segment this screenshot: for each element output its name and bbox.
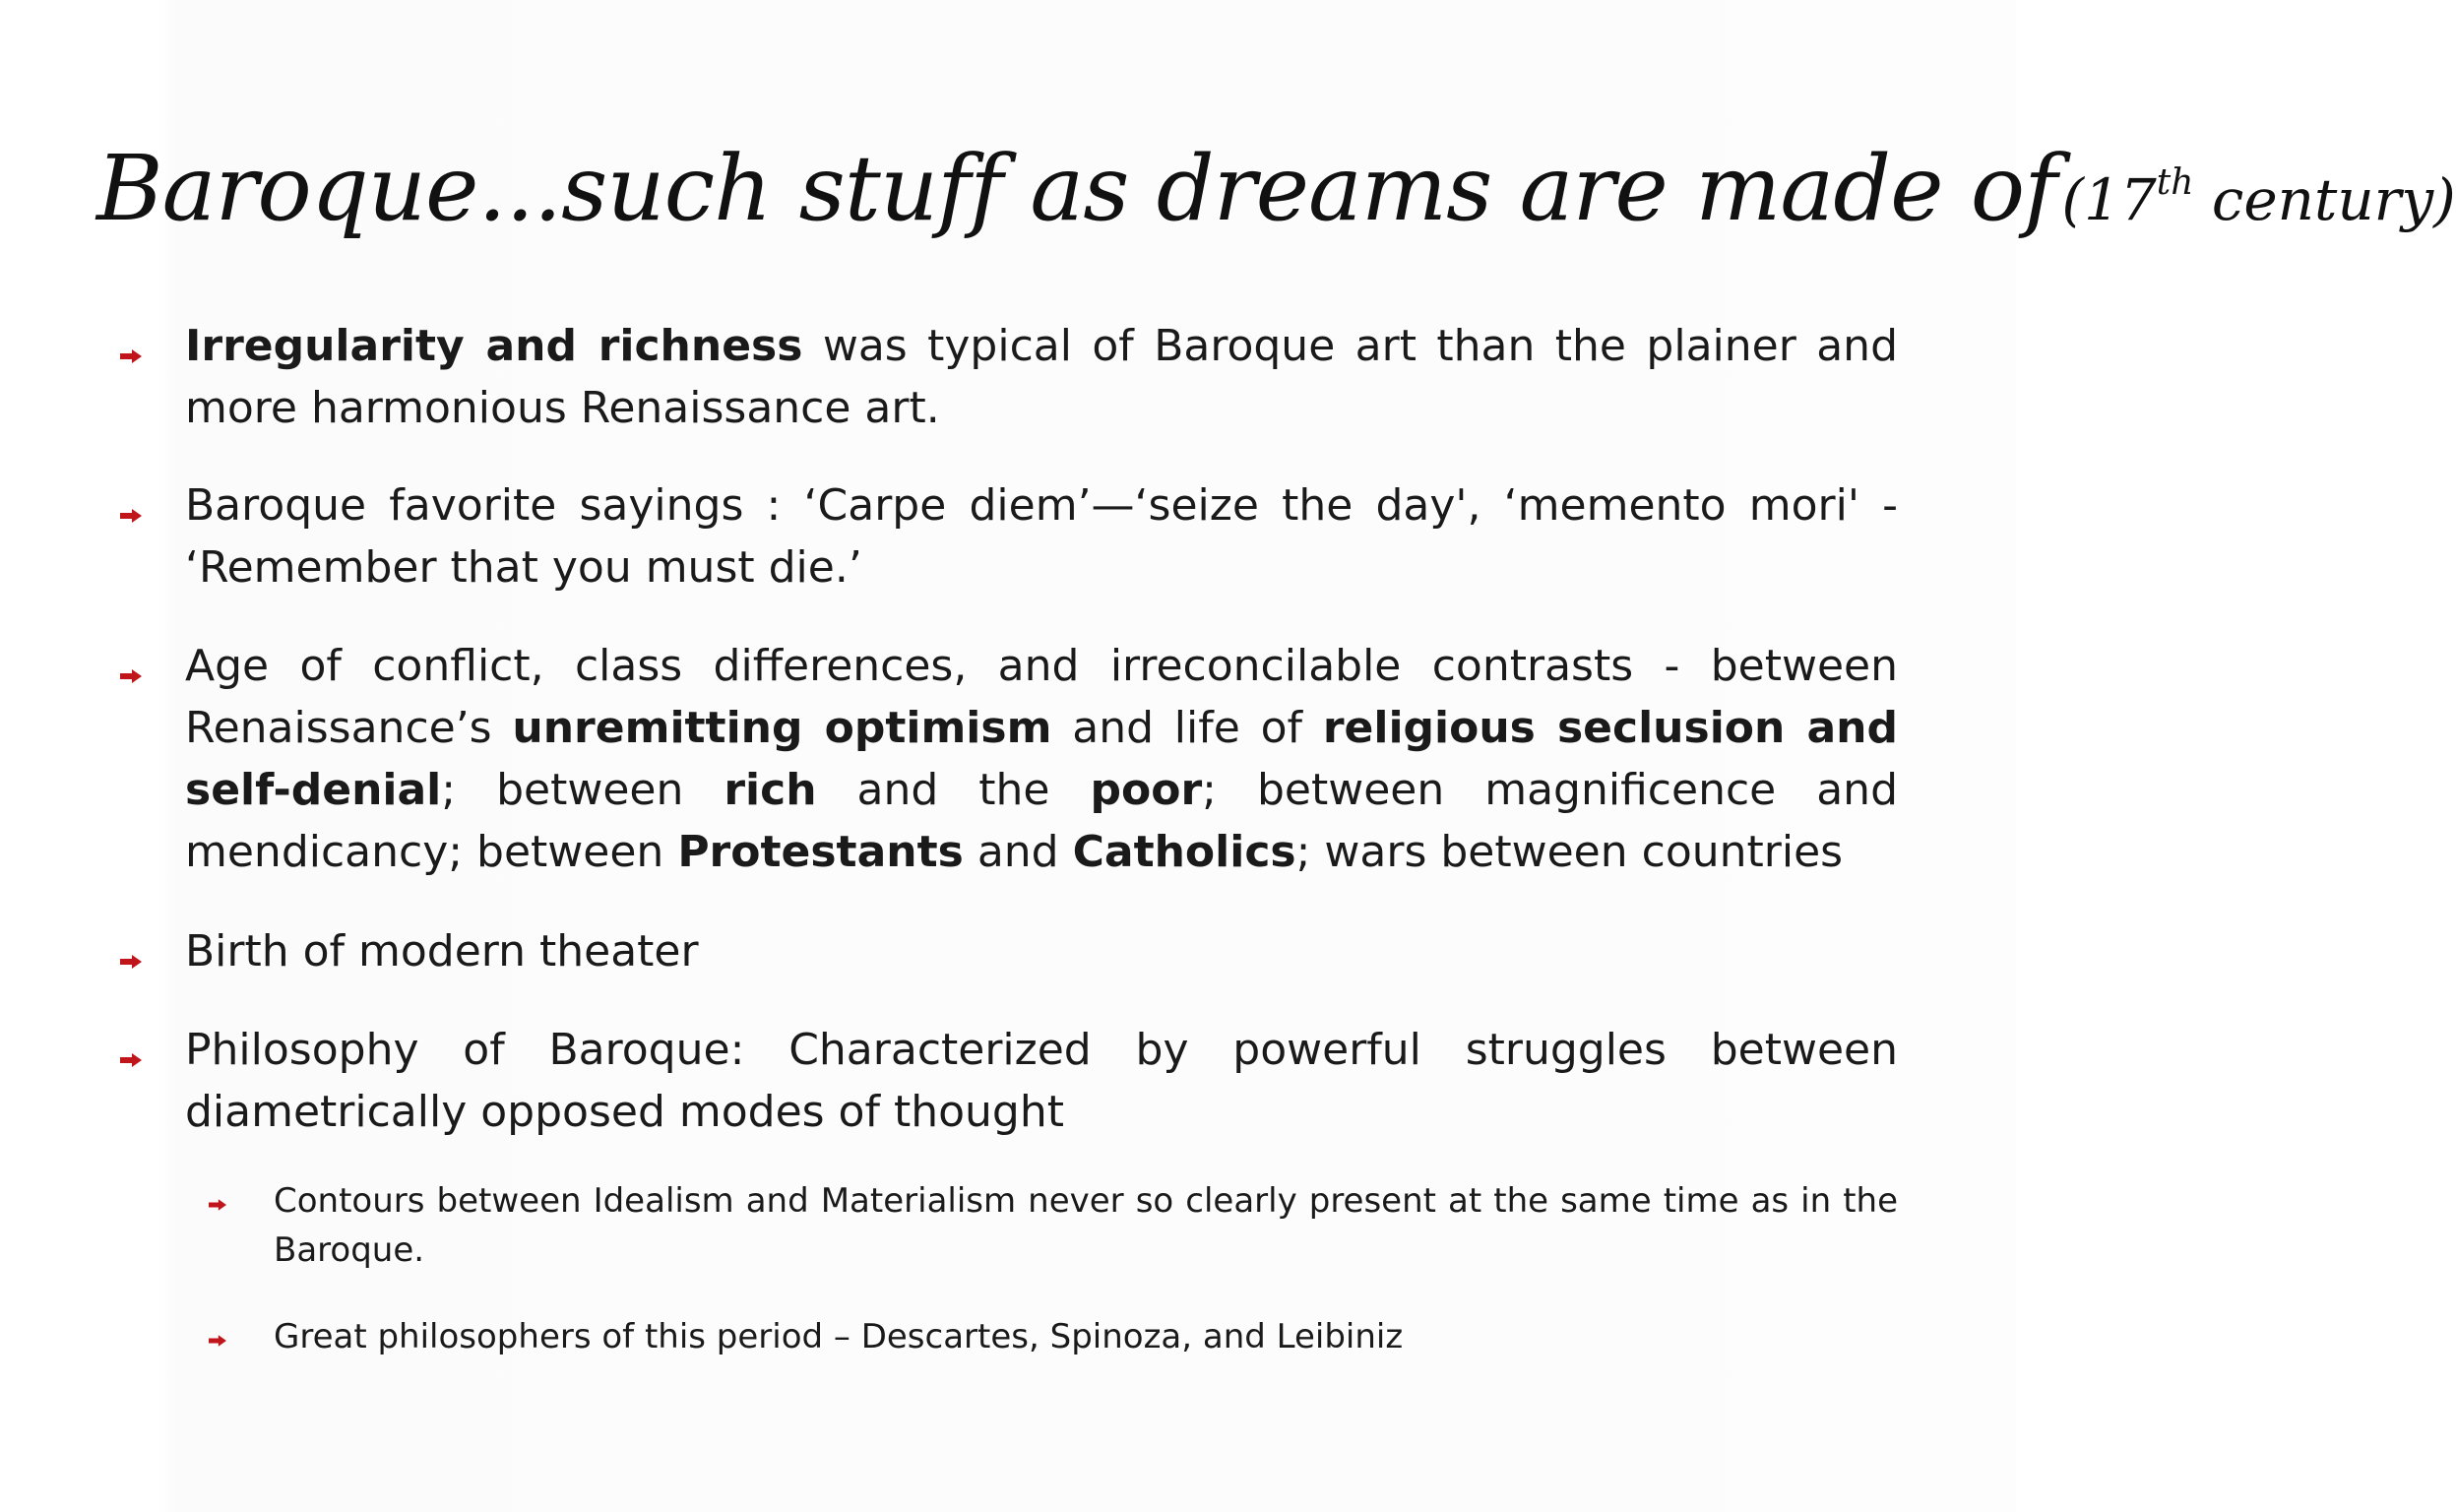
bullet-3-text-3: ; between	[441, 765, 724, 815]
title-main: Baroque...such stuff as dreams are made of	[96, 136, 2057, 241]
bullet-arrow-icon	[120, 509, 142, 523]
bullet-1-bold: Irregularity and richness	[185, 321, 803, 371]
bullet-3-text-5: ; between magnificence and mendicancy; between	[185, 765, 1898, 877]
title-century-suffix: century)	[2193, 166, 2456, 233]
sub-bullet-1-text: Contours between Idealism and Materialism never so clearly present at the same time as in the Baroque.	[274, 1181, 1898, 1270]
title-century-sup: th	[2156, 162, 2194, 203]
sub-bullet-1	[274, 1176, 1898, 1275]
bullet-3-bold-3: rich	[724, 765, 817, 815]
bullet-3-bold-6: Catholics	[1072, 827, 1296, 877]
bullet-4	[185, 920, 1898, 982]
bullet-1-text: was typical of Baroque art than the plainer and more harmonious Renaissance art.	[185, 321, 1898, 433]
bullet-3-bold-5: Protestants	[677, 827, 964, 877]
title-century	[2061, 162, 2456, 233]
bullet-3-bold-4: poor	[1090, 765, 1203, 815]
sub-bullet-arrow-icon	[209, 1199, 226, 1211]
bullet-3-text-1: Age of conflict, class differences, and irreconcilable contrasts - between Renaissance’s	[185, 641, 1898, 753]
bullet-arrow-icon	[120, 1053, 142, 1067]
title-century-prefix: (17	[2061, 166, 2157, 233]
bullet-arrow-icon	[120, 669, 142, 683]
bullet-2-text: Baroque favorite sayings : ‘Carpe diem’—‘seize the day', ‘memento mori' - ‘Remember that you must die.’	[185, 480, 1898, 593]
sub-bullet-2	[274, 1312, 1898, 1361]
sub-bullet-2-text: Great philosophers of this period – Descartes, Spinoza, and Leibiniz	[274, 1317, 1404, 1356]
bullet-3-text-4: and the	[816, 765, 1091, 815]
bullet-5-text: Philosophy of Baroque: Characterized by powerful struggles between diametrically opposed modes of thought	[185, 1025, 1898, 1137]
bullet-3-text-7: ; wars between countries	[1295, 827, 1844, 877]
bullet-2	[185, 474, 1898, 598]
bullet-4-text: Birth of modern theater	[185, 926, 699, 976]
bullet-5	[185, 1019, 1898, 1143]
bullet-3	[185, 635, 1898, 883]
bullet-3-text-2: and life of	[1051, 703, 1323, 753]
slide-title	[96, 136, 2456, 241]
bullet-3-text-6: and	[963, 827, 1073, 877]
bullet-arrow-icon	[120, 955, 142, 969]
bullet-3-bold-1: unremitting optimism	[512, 703, 1052, 753]
bullet-1	[185, 315, 1898, 439]
bullet-3-bold-2: religious seclusion and self-denial	[185, 703, 1898, 815]
sub-bullet-arrow-icon	[209, 1335, 226, 1347]
bullet-arrow-icon	[120, 349, 142, 363]
